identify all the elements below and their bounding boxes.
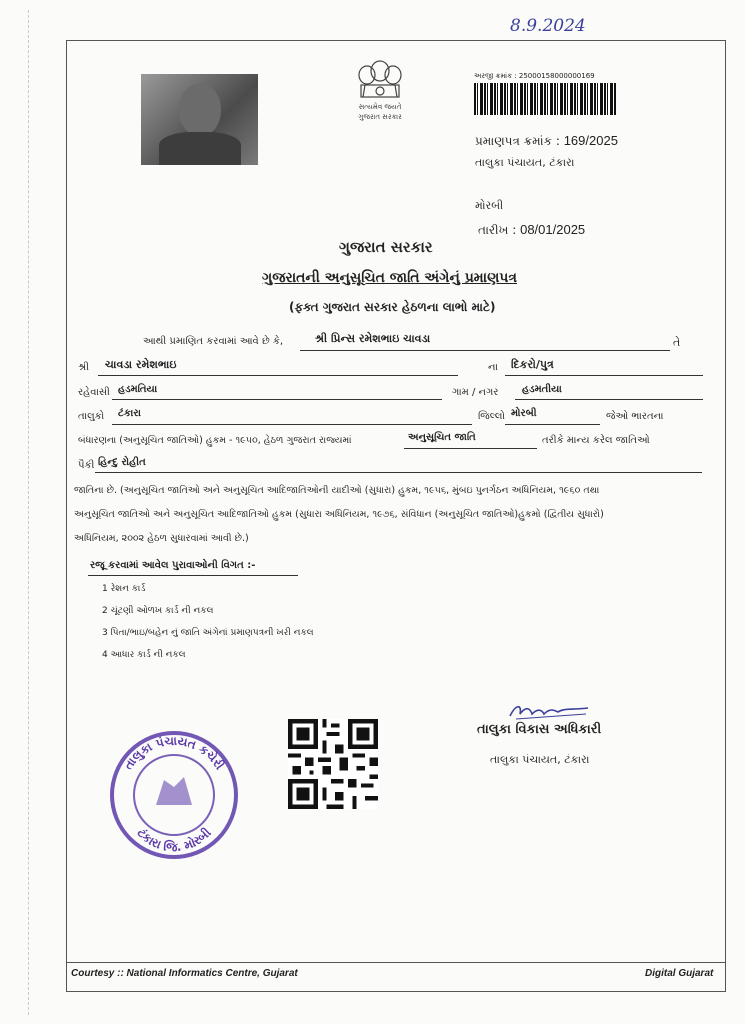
evidence-item-num: 4 — [102, 650, 108, 660]
certificate-district: મોરબી — [475, 199, 504, 212]
certificate-number-row — [475, 133, 618, 149]
resident-value: હડમતિયા — [118, 384, 158, 395]
signatory-office: તાલુકા પંચાયત, ટંકારા — [490, 753, 590, 766]
caste-value: હિન્દુ રોહીત — [98, 457, 146, 468]
evidence-item — [102, 584, 145, 594]
applicant-photo — [141, 74, 258, 165]
svg-text:તાલુકા પંચાયત કચેરી — [121, 734, 228, 773]
photo-face — [179, 84, 221, 136]
certificate-subtitle: (ફક્ત ગુજરાત સરકાર હેઠળના લાભો માટે) — [289, 300, 496, 314]
certificate-date-label: તારીખ : — [478, 223, 517, 237]
taluka-value: ટંકારા — [118, 408, 141, 419]
na-label: ના — [488, 362, 498, 373]
district-label: જિલ્લો — [478, 411, 505, 422]
paragraph-line-1: જાતિના છે. (અનુસૂચિત જાતિઓ અને અનુસૂચિત આદિજાતિઓની યાદીઓ (સુધારા) હુકમ, ૧૯૫૬, મુંબઇ પુનર્ગઠન અધિનિયમ, ૧૯૬૦ તથા — [74, 485, 600, 496]
certificate-number: 169/2025 — [563, 133, 618, 148]
footer-brand: Digital Gujarat — [645, 968, 714, 979]
resident-underline — [112, 399, 442, 400]
certificate-title: ગુજરાતની અનુસૂચિત જાતિ અંગેનું પ્રમાણપત્ર — [262, 270, 518, 286]
among-label: પૈકી — [78, 460, 95, 471]
application-value: 25000158000000169 — [518, 72, 595, 80]
evidence-item — [102, 650, 186, 660]
signatory-title: તાલુકા વિકાસ અધિકારી — [477, 722, 602, 737]
father-name: ચાવડા રમેશભાઇ — [105, 358, 177, 371]
evidence-item-text: ચૂંટણી ઓળખ કાર્ડ ની નકલ — [110, 606, 214, 616]
village-label: ગામ / નગર — [452, 387, 499, 398]
signature-icon — [508, 700, 590, 722]
evidence-item-num: 1 — [102, 584, 108, 594]
application-number — [474, 72, 595, 81]
village-value: હડમતીયા — [522, 384, 562, 395]
seal-text-bottom: ટંકારા જિ. મોરબી — [134, 825, 214, 855]
evidence-item-num: 2 — [102, 606, 108, 616]
paragraph-line-3: અધિનિયમ, ૨૦૦૨ હેઠળ સુધારવામાં આવી છે.) — [74, 533, 249, 544]
father-underline — [98, 375, 458, 376]
evidence-heading-underline — [88, 575, 298, 576]
evidence-item-num: 3 — [102, 628, 108, 638]
evidence-heading: રજૂ કરવામાં આવેલ પુરાવાઓની વિગત :- — [90, 560, 256, 571]
certificate-number-label: પ્રમાણપત્ર ક્રમાંક : — [475, 134, 560, 148]
order-text: બંધારણના (અનુસૂચિત જાતિઓ) હુકમ - ૧૯૫૦, હેઠળ ગુજરાત રાજ્યમાં — [78, 435, 352, 446]
shri-label: શ્રી — [78, 362, 90, 373]
relation-underline — [505, 375, 703, 376]
certificate-date-row — [478, 222, 585, 238]
evidence-item-text: રેશન કાર્ડ — [110, 584, 146, 594]
certify-prefix: આથી પ્રમાણિત કરવામાં આવે છે કે, — [143, 336, 284, 347]
office-seal-icon — [104, 725, 244, 865]
qr-code — [288, 719, 378, 809]
footer-divider — [66, 962, 726, 963]
evidence-item — [102, 628, 314, 638]
certificate-office: તાલુકા પંચાયત, ટંકારા — [475, 156, 575, 169]
evidence-item — [102, 606, 213, 616]
emblem-govt: ગુજરાત સરકાર — [358, 113, 402, 121]
taluka-label: તાલુકો — [78, 411, 105, 422]
footer-courtesy: Courtesy :: National Informatics Centre, Gujarat — [71, 968, 298, 979]
application-label: અરજી ક્રમાંક : — [474, 72, 517, 80]
applicant-underline — [300, 350, 670, 351]
relation: દિકરો/પુત્ર — [511, 358, 554, 371]
scan-edge — [28, 10, 37, 1015]
paragraph-line-2: અનુસૂચિત જાતિઓ અને અનુસૂચિત આદિજાતિઓ હુકમ (સુધારા અધિનિયમ, ૧૯૭૬, સંવિધાન (અનુસૂચિત જાતિઓ)હુકમો (દ્વિતીય સુધારો) — [74, 509, 604, 520]
certificate-date: 08/01/2025 — [520, 222, 586, 237]
evidence-item-text: પિતા/ભાઇ/બહેન નું જાતિ અંગેનાં પ્રમાણપત્રની ખરી નકલ — [110, 628, 314, 638]
handwritten-date: 8.9.2024 — [510, 16, 586, 36]
recognized-label: તરીકે માન્ય કરેલ જાતિઓ — [542, 435, 650, 446]
district-value: મોરબી — [511, 408, 537, 419]
category-value: અનુસૂચિત જાતિ — [408, 432, 476, 443]
resident-label: રહેવાસી — [78, 387, 110, 398]
barcode — [474, 83, 616, 115]
category-underline — [404, 448, 537, 449]
emblem-motto: સત્યમેવ જયતે — [358, 103, 402, 111]
village-underline — [515, 399, 703, 400]
seal-text-top: તાલુકા પંચાયત કચેરી — [121, 733, 227, 773]
evidence-item-text: આધાર કાર્ડ ની નકલ — [110, 650, 186, 660]
caste-underline — [95, 472, 702, 473]
taluka-underline — [112, 424, 472, 425]
te-label: તે — [673, 336, 681, 349]
applicant-name: શ્રી પ્રિન્સ રમેશભાઇ ચાવડા — [315, 332, 431, 345]
district-underline — [505, 424, 600, 425]
who-label: જેઓ ભારતના — [606, 411, 664, 422]
national-emblem-icon — [345, 55, 415, 121]
photo-body — [159, 132, 241, 165]
heading-govt: ગુજરાત સરકાર — [339, 238, 433, 256]
